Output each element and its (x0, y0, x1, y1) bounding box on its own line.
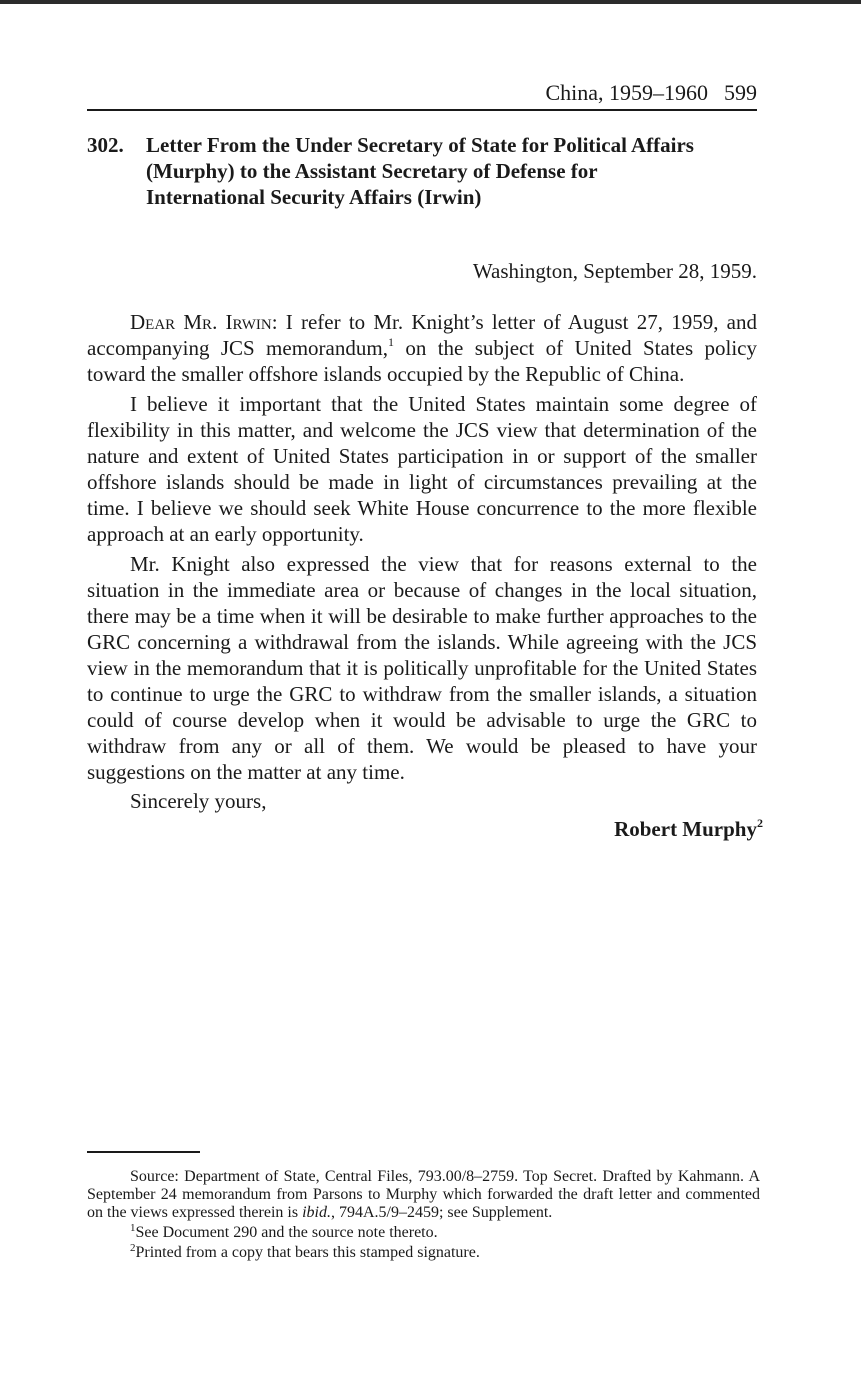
complimentary-closing: Sincerely yours, (130, 789, 267, 813)
source-note-text: Source: Department of State, Central Files, 793.00/8–2759. Top Secret. Drafted by Kahmann. A September 24 memorandum from Parsons to Murphy which forwarded the draft letter and commented on the views expressed therein is (87, 1168, 760, 1221)
dateline: Washington, September 28, 1959. (472, 259, 757, 283)
paragraph-text: I refer to Mr. Knight’s letter of August 27, 1959, and accompanying JCS memorandum, (87, 310, 758, 360)
document-heading (87, 132, 757, 210)
letter-body (87, 309, 757, 789)
document-title-line: (Murphy) to the Assistant Secretary of Defense for (146, 159, 598, 183)
letter-paragraph: Mr. Knight also expressed the view that for reasons external to the situation in the immediate area or because of changes in the local situation, there may be a time when it will be desirable to make further approaches to the GRC concerning a withdrawal from the islands. While agreeing with the JCS view in the memorandum that it is politically unprofitable for the United States to continue to urge the GRC to withdraw from the smaller islands, a situation could of course develop when it would be advisable to urge the GRC to withdraw from any or all of them. We would be pleased to have your suggestions on the matter at any time. (87, 552, 757, 784)
header-rule (87, 109, 757, 111)
signature-name: Robert Murphy (614, 817, 757, 841)
footnote-text: Printed from a copy that bears this stamped signature. (135, 1244, 480, 1261)
page-top-edge (0, 0, 861, 4)
document-title (146, 132, 757, 210)
footnote-marker: 1 (387, 335, 394, 349)
letter-paragraph: I believe it important that the United States maintain some degree of flexibility in this matter, and welcome the JCS view that determination of the nature and extent of United States participation in or support of the smaller offshore islands should be made in light of circumstances prevailing at the time. I believe we should seek White House concurrence to the more flexible approach at an early opportunity. (87, 392, 757, 546)
running-head (87, 78, 757, 108)
footnote-marker: 2 (757, 816, 763, 830)
salutation: Dear Mr. Irwin: (130, 310, 278, 334)
footnote (87, 1224, 760, 1242)
source-note-text: , 794A.5/9–2459; see Supplement. (330, 1204, 553, 1221)
running-head-title: China, 1959–1960 (545, 80, 708, 105)
footnote-rule (87, 1151, 200, 1153)
page-number: 599 (724, 80, 757, 105)
footnotes (87, 1168, 760, 1264)
footnote-text: See Document 290 and the source note thereto. (135, 1224, 438, 1241)
footnote (87, 1244, 760, 1262)
footnote-marker: 1 (130, 1222, 136, 1234)
source-note (87, 1168, 760, 1222)
signature (87, 815, 763, 843)
source-note-ibid: ibid. (302, 1204, 331, 1221)
document-title-line: International Security Affairs (Irwin) (146, 185, 482, 209)
document-number: 302. (87, 133, 124, 157)
footnote-marker: 2 (130, 1242, 136, 1254)
letter-paragraph (87, 309, 757, 387)
paragraph-text: on the subject of United States policy toward the smaller offshore islands occupied by the Republic of China. (87, 336, 757, 386)
document-title-line: Letter From the Under Secretary of State for Political Affairs (146, 133, 694, 157)
